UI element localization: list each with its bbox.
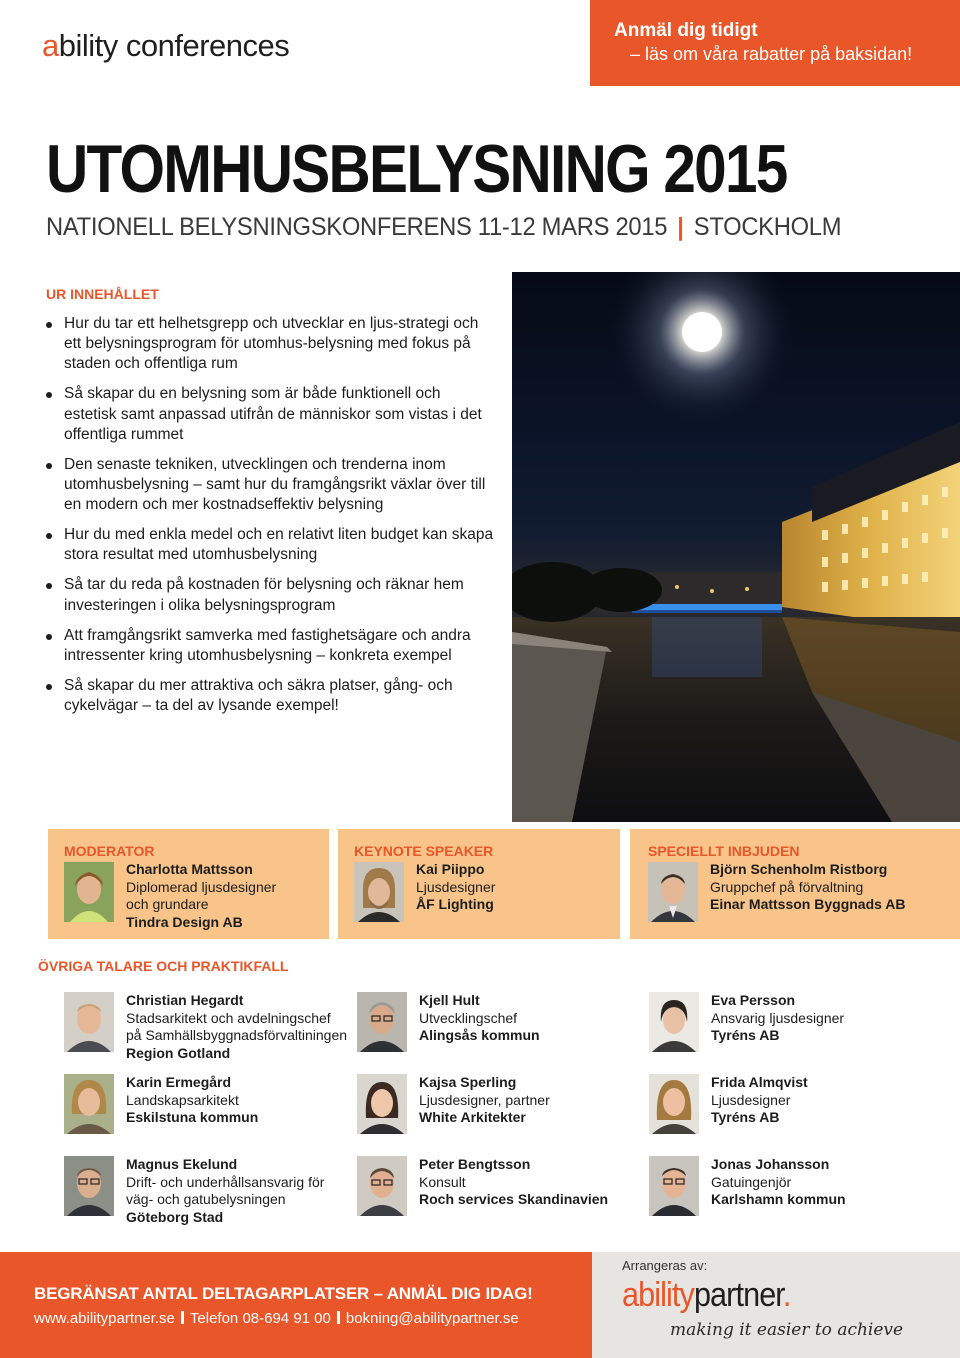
partner-tagline: making it easier to achieve bbox=[670, 1320, 904, 1340]
email-link[interactable]: bokning@abilitypartner.se bbox=[345, 1310, 519, 1327]
avatar bbox=[357, 1074, 407, 1134]
night-cityscape-photo bbox=[512, 272, 960, 822]
contact-line bbox=[34, 1310, 519, 1327]
speaker-title-extra: och grundare bbox=[126, 896, 209, 912]
avatar bbox=[649, 1156, 699, 1216]
divider bbox=[337, 1311, 340, 1324]
speaker-info bbox=[419, 1074, 550, 1127]
speaker-name: Kajsa Sperling bbox=[419, 1074, 517, 1090]
speaker-card bbox=[64, 1156, 344, 1225]
speaker-card bbox=[64, 1074, 344, 1138]
signup-call-to-action: BEGRÄNSAT ANTAL DELTAGARPLATSER – ANMÄL DIG IDAG! bbox=[34, 1284, 533, 1303]
page-title: UTOMHUSBELYSNING 2015 bbox=[46, 131, 787, 207]
speaker-org: Eskilstuna kommun bbox=[126, 1109, 259, 1125]
speaker-info bbox=[419, 992, 540, 1045]
list-item: Hur du med enkla medel och en relativt liten budget kan skapa stora resultat med utomhusbelysning bbox=[46, 525, 496, 565]
speaker-role: MODERATOR bbox=[64, 843, 155, 859]
speaker-name: Charlotta Mattsson bbox=[126, 861, 253, 877]
avatar-photo bbox=[64, 862, 114, 922]
featured-speaker-moderator bbox=[48, 829, 329, 939]
list-item: Att framgångsrikt samverka med fastighetsägare och andra intressenter kring utomhusbelysning – konkreta exempel bbox=[46, 626, 496, 666]
speaker-info bbox=[711, 1074, 808, 1127]
website-link[interactable]: www.abilitypartner.se bbox=[34, 1310, 175, 1327]
speaker-title: Konsult bbox=[419, 1173, 466, 1190]
speaker-card bbox=[649, 992, 929, 1056]
ability-conferences-logo[interactable]: ability conferences bbox=[42, 28, 290, 63]
speaker-card bbox=[357, 1156, 637, 1220]
conference-name: NATIONELL BELYSNINGSKONFERENS 11-12 MARS 2015 bbox=[46, 213, 668, 241]
early-signup-banner bbox=[590, 0, 960, 86]
speaker-name: Magnus Ekelund bbox=[126, 1156, 238, 1172]
speaker-org: Tyréns AB bbox=[711, 1027, 780, 1043]
avatar-photo bbox=[649, 1156, 699, 1216]
avatar bbox=[354, 862, 404, 922]
conference-city: STOCKHOLM bbox=[693, 213, 842, 241]
list-item: Hur du tar ett helhetsgrepp och utvecklar en ljus-strategi och ett belysningsprogram för utomhus-belysning med fokus på staden och offentliga rum bbox=[46, 314, 496, 375]
contents-list bbox=[46, 314, 496, 726]
speaker-info bbox=[416, 861, 495, 914]
avatar-photo bbox=[357, 1156, 407, 1216]
speaker-org: Karlshamn kommun bbox=[711, 1191, 846, 1207]
avatar-photo bbox=[64, 992, 114, 1052]
speaker-name: Kjell Hult bbox=[419, 992, 480, 1008]
speaker-title: Ljusdesigner, partner bbox=[419, 1091, 550, 1108]
arranged-by-label: Arrangeras av: bbox=[622, 1258, 708, 1273]
speaker-name: Christian Hegardt bbox=[126, 992, 244, 1008]
avatar bbox=[64, 1074, 114, 1134]
avatar-photo bbox=[357, 992, 407, 1052]
footer-signup-banner bbox=[0, 1252, 592, 1358]
list-item: Så tar du reda på kostnaden för belysning och räknar hem investeringen i olika belysningsprogram bbox=[46, 575, 496, 615]
night-cityscape-illustration bbox=[512, 272, 960, 822]
avatar-photo bbox=[64, 1156, 114, 1216]
speaker-info bbox=[126, 1074, 258, 1127]
divider bbox=[181, 1311, 184, 1324]
speaker-name: Eva Persson bbox=[711, 992, 796, 1008]
speaker-title-extra: väg- och gatubelysningen bbox=[126, 1191, 286, 1207]
avatar bbox=[357, 1156, 407, 1216]
avatar bbox=[649, 992, 699, 1052]
other-speakers-heading: ÖVRIGA TALARE OCH PRAKTIKFALL bbox=[38, 958, 289, 974]
promo-subline: – läs om våra rabatter på baksidan! bbox=[630, 44, 913, 64]
speaker-title: Drift- och underhållsansvarig för bbox=[126, 1173, 325, 1190]
speaker-name: Frida Almqvist bbox=[711, 1074, 808, 1090]
featured-speaker-keynote bbox=[338, 829, 620, 939]
speaker-name: Björn Schenholm Ristborg bbox=[710, 861, 888, 877]
speaker-info bbox=[126, 861, 276, 931]
speaker-name: Kai Piippo bbox=[416, 861, 485, 877]
avatar-photo bbox=[354, 862, 404, 922]
ability-partner-logo[interactable]: abilitypartner. bbox=[622, 1276, 791, 1314]
avatar bbox=[64, 1156, 114, 1216]
speaker-title: Stadsarkitekt och avdelningschef bbox=[126, 1009, 331, 1026]
speaker-title: Landskapsarkitekt bbox=[126, 1091, 239, 1108]
speaker-info bbox=[711, 992, 844, 1045]
speaker-org: White Arkitekter bbox=[419, 1109, 526, 1125]
list-item: Så skapar du mer attraktiva och säkra platser, gång- och cykelvägar – ta del av lysande exempel! bbox=[46, 676, 496, 716]
speaker-card bbox=[357, 1074, 637, 1138]
avatar-photo bbox=[649, 1074, 699, 1134]
avatar bbox=[357, 992, 407, 1052]
speaker-info bbox=[126, 1156, 324, 1226]
speaker-card bbox=[64, 992, 348, 1061]
avatar-photo bbox=[64, 1074, 114, 1134]
speaker-title: Ljusdesigner bbox=[711, 1091, 791, 1108]
avatar-photo bbox=[648, 862, 698, 922]
speaker-org: Einar Mattsson Byggnads AB bbox=[710, 896, 906, 912]
speaker-card bbox=[649, 1156, 929, 1220]
speaker-card bbox=[649, 1074, 929, 1138]
phone-number[interactable]: Telefon 08-694 91 00 bbox=[189, 1310, 331, 1327]
speaker-card bbox=[357, 992, 637, 1056]
speaker-info bbox=[126, 992, 347, 1062]
avatar bbox=[64, 862, 114, 922]
featured-speaker-special-guest bbox=[630, 829, 960, 939]
list-item: Den senaste tekniken, utvecklingen och trenderna inom utomhusbelysning – samt hur du framgångsrikt växlar över till en modern och mer kostnadseffektiv belysning bbox=[46, 455, 496, 516]
speaker-info bbox=[711, 1156, 846, 1209]
speaker-title: Diplomerad ljusdesigner bbox=[126, 878, 277, 895]
speaker-name: Peter Bengtsson bbox=[419, 1156, 531, 1172]
speaker-name: Jonas Johansson bbox=[711, 1156, 830, 1172]
speaker-org: Alingsås kommun bbox=[419, 1027, 540, 1043]
speaker-info bbox=[419, 1156, 608, 1209]
list-item: Så skapar du en belysning som är både funktionell och estetisk samt anpassad utifrån de människor som vistas i det offentliga rummet bbox=[46, 384, 496, 445]
speaker-org: Roch services Skandinavien bbox=[419, 1191, 609, 1207]
speaker-org: Göteborg Stad bbox=[126, 1208, 224, 1225]
contents-heading: UR INNEHÅLLET bbox=[46, 286, 159, 302]
speaker-org: Tyréns AB bbox=[711, 1109, 780, 1125]
avatar-photo bbox=[357, 1074, 407, 1134]
subtitle-separator: | bbox=[677, 213, 684, 241]
speaker-title: Ansvarig ljusdesigner bbox=[711, 1009, 845, 1026]
organizer-block bbox=[592, 1252, 960, 1358]
speaker-title-extra: på Samhällsbyggnadsförvaltiningen bbox=[126, 1027, 348, 1043]
avatar-photo bbox=[649, 992, 699, 1052]
avatar bbox=[648, 862, 698, 922]
speaker-org: Tindra Design AB bbox=[126, 913, 243, 930]
page-subtitle bbox=[46, 213, 841, 242]
speaker-role: KEYNOTE SPEAKER bbox=[354, 843, 494, 859]
avatar bbox=[64, 992, 114, 1052]
speaker-org: ÅF Lighting bbox=[416, 896, 494, 912]
promo-headline: Anmäl dig tidigt bbox=[614, 20, 758, 41]
speaker-title: Gruppchef på förvaltning bbox=[710, 878, 864, 895]
speaker-title: Utvecklingschef bbox=[419, 1009, 518, 1026]
speaker-info bbox=[710, 861, 906, 914]
avatar bbox=[649, 1074, 699, 1134]
speaker-role: SPECIELLT INBJUDEN bbox=[648, 843, 800, 859]
speaker-org: Region Gotland bbox=[126, 1044, 231, 1061]
speaker-name: Karin Ermegård bbox=[126, 1074, 232, 1090]
speaker-title: Gatuingenjör bbox=[711, 1173, 792, 1190]
speaker-title: Ljusdesigner bbox=[416, 878, 496, 895]
